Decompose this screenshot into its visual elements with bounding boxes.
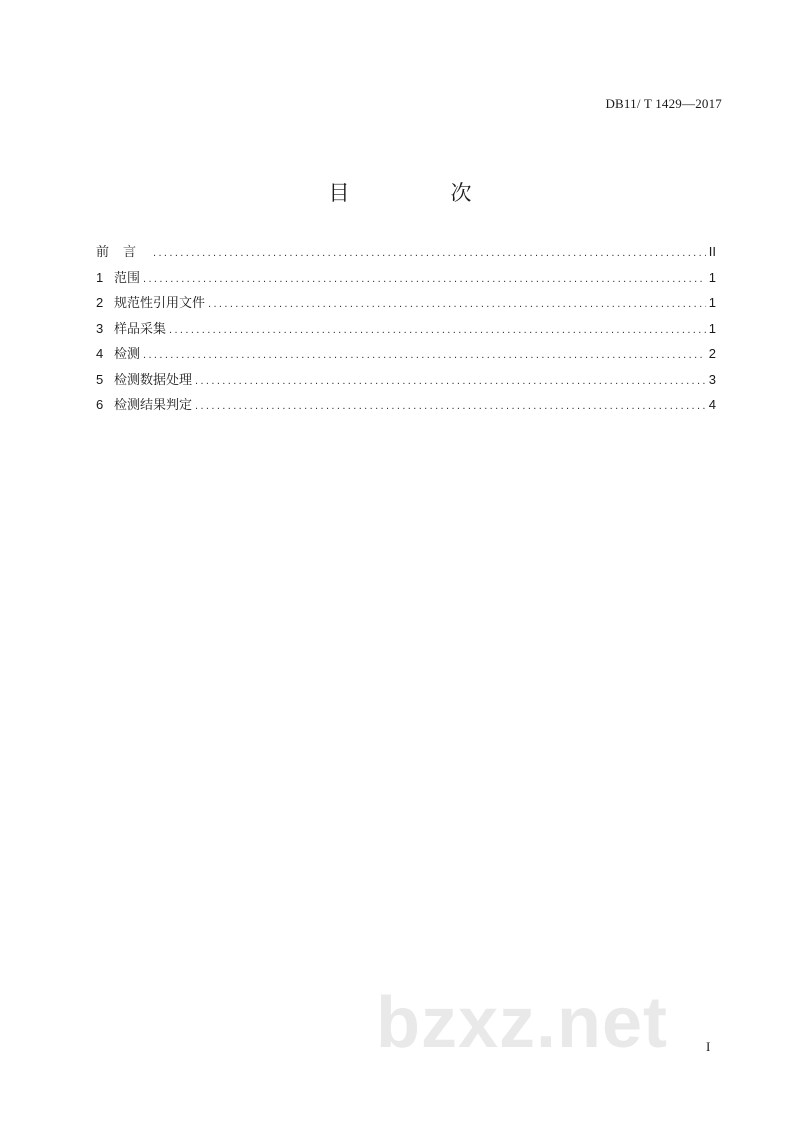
toc-row[interactable] <box>96 394 716 420</box>
toc-number: 4 <box>96 346 104 361</box>
watermark: bzxz.net <box>376 983 669 1063</box>
toc-page: 4 <box>708 397 716 412</box>
toc-page: 1 <box>708 269 716 285</box>
toc-page: 1 <box>708 320 716 336</box>
toc-row[interactable] <box>96 292 716 318</box>
toc-leader <box>195 400 706 412</box>
toc-leader <box>208 298 706 310</box>
toc-row-preface[interactable] <box>96 241 716 267</box>
table-of-contents <box>96 241 716 420</box>
toc-page: 1 <box>708 295 716 310</box>
toc-number: 6 <box>96 397 104 412</box>
toc-row[interactable] <box>96 369 716 395</box>
toc-label: 样品采集 <box>114 321 167 337</box>
toc-number: 2 <box>96 295 104 310</box>
toc-label: 前言 <box>96 245 151 260</box>
toc-row[interactable] <box>96 267 716 293</box>
toc-leader <box>195 375 706 387</box>
toc-leader <box>143 349 706 361</box>
page-number: I <box>706 1039 711 1054</box>
toc-number: 5 <box>96 371 104 387</box>
toc-row[interactable] <box>96 343 716 369</box>
toc-label: 检测 <box>114 347 141 362</box>
toc-number: 1 <box>96 269 104 285</box>
toc-label: 检测结果判定 <box>114 398 193 413</box>
toc-leader <box>143 273 706 285</box>
toc-title: 目 次 <box>328 181 512 205</box>
toc-leader <box>169 324 706 336</box>
toc-number: 3 <box>96 320 104 336</box>
toc-page: II <box>708 244 716 259</box>
toc-label: 检测数据处理 <box>114 372 193 388</box>
toc-page: 2 <box>708 346 716 361</box>
toc-label: 范围 <box>114 270 141 286</box>
standard-code: DB11/ T 1429—2017 <box>605 96 722 111</box>
toc-page: 3 <box>708 371 716 387</box>
toc-row[interactable] <box>96 318 716 344</box>
toc-label: 规范性引用文件 <box>114 296 206 311</box>
toc-leader <box>153 247 706 259</box>
